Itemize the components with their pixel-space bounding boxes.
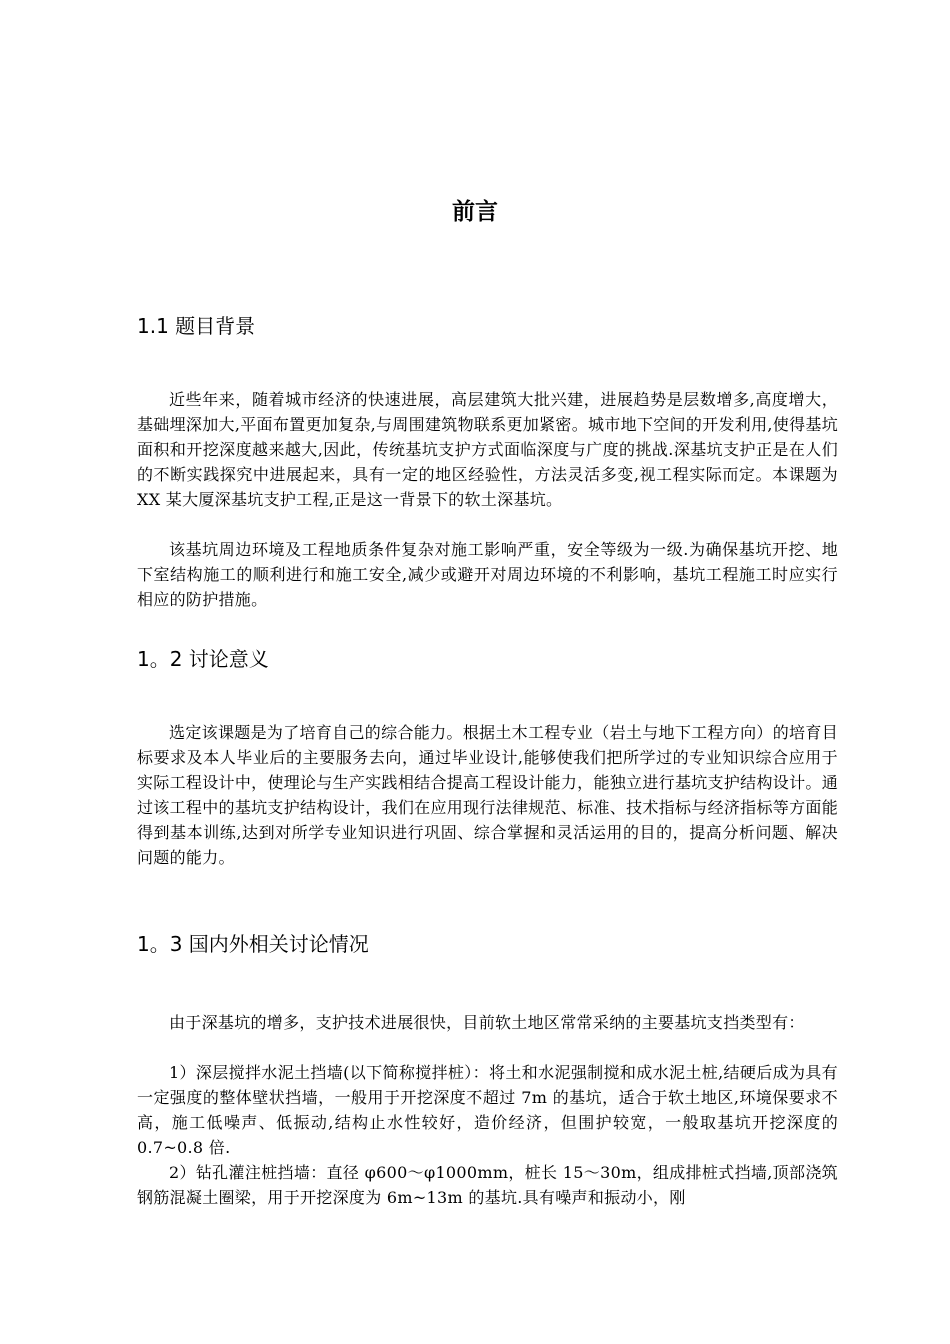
paragraph-significance-1: 选定该课题是为了培育自己的综合能力。根据土木工程专业（岩土与地下工程方向）的培育目标要求及本人毕业后的主要服务去向，通过毕业设计,能够使我们把所学过的专业知识综合应用于实际工程设计中，使理论与生产实践相结合提高工程设计能力，能独立进行基坑支护结构设计。通过该工程中的基坑支护结构设计，我们在应用现行法律规范、标准、技术指标与经济指标等方面能得到基本训练,达到对所学专业知识进行巩固、综合掌握和灵活运用的目的，提高分析问题、解决问题的能力。 [137,723,838,867]
paragraph-background-1: 近些年来，随着城市经济的快速进展，高层建筑大批兴建，进展趋势是层数增多,高度增大，基础埋深加大,平面布置更加复杂,与周围建筑物联系更加紧密。城市地下空间的开发利用,使得基坑面积和开挖深度越来越大,因此，传统基坑支护方式面临深度与广度的挑战.深基坑支护正是在人们的不断实践探究中进展起来，具有一定的地区经验性，方法灵活多变,视工程实际而定。本课题为 XX 某大厦深基坑支护工程,正是这一背景下的软土深基坑。 [137,390,838,509]
paragraph-research-status-1: 由于深基坑的增多，支护技术进展很快，目前软土地区常常采纳的主要基坑支挡类型有： [169,1013,805,1032]
section-heading-significance: 1。2 讨论意义 [137,647,269,671]
section-heading-research-status: 1。3 国内外相关讨论情况 [137,932,369,956]
paragraph-research-status-3: 2）钻孔灌注桩挡墙：直径 φ600～φ1000mm，桩长 15～30m，组成排桩式挡墙,顶部浇筑钢筋混凝土圈梁，用于开挖深度为 6m~13m 的基坑.具有噪声和振动小，刚 [137,1163,838,1207]
paragraph-research-status-2: 1）深层搅拌水泥土挡墙(以下简称搅拌桩）：将土和水泥强制搅和成水泥土桩,结硬后成为具有一定强度的整体壁状挡墙，一般用于开挖深度不超过 7m 的基坑，适合于软土地区,环境保要求不高，施工低噪声、低振动,结构止水性较好，造价经济，但围护较宽，一般取基坑开挖深度的 0.7~0.8 倍. [137,1063,838,1157]
paragraph-background-2: 该基坑周边环境及工程地质条件复杂对施工影响严重，安全等级为一级.为确保基坑开挖、地下室结构施工的顺利进行和施工安全,减少或避开对周边环境的不利影响，基坑工程施工时应实行相应的防护措施。 [137,540,838,609]
document-title: 前言 [452,199,498,225]
section-heading-background: 1.1 题目背景 [137,314,256,338]
